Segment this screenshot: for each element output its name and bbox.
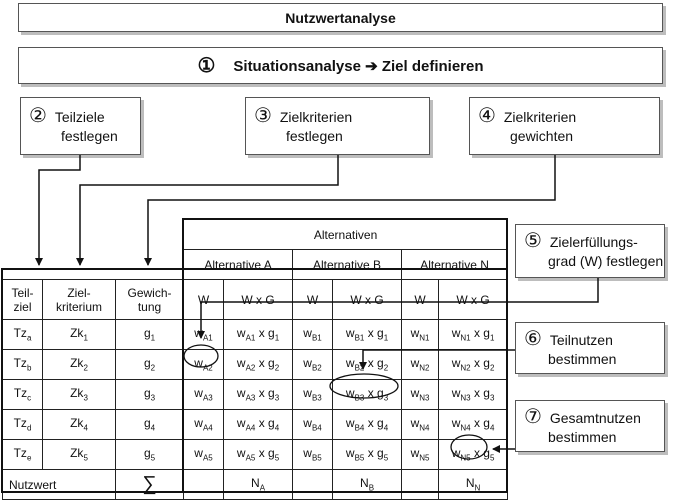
step2-line2: festlegen: [61, 128, 118, 144]
w-cell-b-text: w: [303, 386, 312, 401]
w-cell-a-text: w: [194, 326, 203, 341]
gewichtung-header-line2: tung: [137, 299, 162, 314]
highlight-wa2: [184, 345, 218, 367]
step5-line1: Zielerfüllungs-: [549, 234, 638, 250]
sum-symbol: ∑: [116, 470, 184, 500]
wxg-cell-b-text: g: [377, 386, 384, 401]
gewichtung-header-line1: Gewich-: [127, 285, 172, 300]
arrow-step2-teilziel: [39, 155, 80, 265]
wxg-cell-b-text: x: [364, 416, 378, 431]
wxg-cell-n-sub: N1: [460, 333, 471, 343]
alternative-a-header: Alternative A: [184, 250, 293, 280]
w-cell-b-sub: B3: [311, 393, 322, 403]
wxg-cell-n-text: x: [470, 386, 484, 401]
wxg-cell-b-text: w: [345, 326, 355, 341]
wxg-cell-n-sub: 5: [489, 453, 495, 463]
w-cell-b-sub: B1: [311, 333, 322, 343]
wxg-cell-n-text: g: [483, 416, 490, 431]
w-cell-n-text: w: [410, 446, 420, 461]
wxg-cell-a-text: w: [236, 446, 246, 461]
wxg-cell-b-sub: 4: [383, 423, 389, 433]
step1-number: ①: [197, 54, 216, 77]
wxg-cell-b-text: x: [364, 386, 378, 401]
wxg-cell-a-text: g: [268, 386, 275, 401]
w-cell-b-text: w: [303, 446, 312, 461]
wxg-cell-n-text: w: [451, 446, 461, 461]
highlight-nn: [451, 435, 487, 459]
w-cell-n-sub: N1: [419, 333, 430, 343]
zielkriterium-header-line1: Ziel-: [67, 285, 91, 300]
wxg-cell-n-text: w: [451, 386, 461, 401]
alternative-b-header: Alternative B: [293, 250, 402, 280]
step4-line1: Zielkriterien: [503, 109, 577, 125]
wxg-cell-n-sub: N5: [460, 453, 471, 463]
teilziel-cell-text: Tz: [13, 356, 27, 371]
wxg-cell-b-text: w: [345, 416, 355, 431]
wxg-cell-n-text: w: [451, 356, 461, 371]
teilziel-cell-text: Tz: [13, 326, 27, 341]
gewichtung-cell-sub: 4: [150, 423, 156, 433]
wxg-cell-a-text: w: [236, 386, 246, 401]
w-cell-a-sub: A4: [202, 423, 213, 433]
wxg-header-n: W x G: [439, 280, 508, 320]
w-cell-b-sub: B4: [311, 423, 322, 433]
step4-number: ④: [478, 105, 496, 127]
step2-line1: Teilziele: [54, 109, 105, 125]
w-cell-n-sub: N5: [419, 453, 430, 463]
wxg-cell-a-sub: 3: [274, 393, 280, 403]
w-cell-a-text: w: [194, 416, 203, 431]
arrow-step5-w: [201, 278, 598, 341]
w-cell-a-sub: A1: [202, 333, 213, 343]
wxg-cell-b-sub: 5: [383, 453, 389, 463]
w-cell-n-sub: N4: [419, 423, 430, 433]
w-cell-a-sub: A5: [202, 453, 213, 463]
wxg-cell-n-text: g: [483, 356, 490, 371]
wxg-cell-a-text: g: [268, 356, 275, 371]
step3-line1: Zielkriterien: [279, 109, 353, 125]
w-cell-n-text: w: [410, 326, 420, 341]
w-cell-a-text: w: [194, 356, 203, 371]
wxg-cell-a-sub: A5: [245, 453, 256, 463]
wxg-cell-n-text: g: [483, 386, 490, 401]
w-header-b: W: [293, 280, 333, 320]
wxg-cell-b-text: x: [364, 446, 378, 461]
step7-number: ⑦: [524, 406, 542, 428]
wxg-cell-b-sub: B4: [354, 423, 365, 433]
wxg-cell-b-sub: B1: [354, 333, 365, 343]
arrow-step4-gewichtung: [148, 155, 555, 265]
wxg-cell-b-sub: 1: [383, 333, 389, 343]
w-cell-b-text: w: [303, 326, 312, 341]
wxg-cell-b-text: w: [345, 386, 355, 401]
zielkriterium-cell-sub: 3: [83, 393, 88, 403]
gewichtung-cell-text: g: [143, 356, 151, 371]
w-cell-n-text: w: [410, 356, 420, 371]
wxg-cell-n-text: w: [451, 326, 461, 341]
gewichtung-cell-text: g: [143, 386, 151, 401]
zielkriterium-cell-text: Zk: [70, 326, 84, 341]
wxg-cell-n-sub: 3: [489, 393, 495, 403]
total-a-prefix: N: [251, 476, 260, 491]
w-cell-b-text: w: [303, 416, 312, 431]
wxg-cell-n-sub: N3: [460, 393, 471, 403]
teilziel-cell-text: Tz: [13, 386, 28, 401]
wxg-cell-b-sub: B5: [354, 453, 365, 463]
wxg-cell-b-sub: B2: [354, 363, 365, 373]
wxg-cell-a-text: w: [236, 416, 246, 431]
wxg-cell-a-sub: 1: [274, 333, 280, 343]
teilziel-cell-text: Tz: [13, 416, 27, 431]
step2-number: ②: [29, 105, 47, 127]
wxg-cell-a-sub: 4: [274, 423, 280, 433]
w-cell-b-sub: B2: [311, 363, 322, 373]
wxg-cell-b-text: g: [377, 446, 384, 461]
arrow-step6-wxg: [363, 350, 515, 369]
wxg-cell-a-text: x: [255, 416, 269, 431]
teilziel-cell-sub: a: [26, 333, 32, 343]
wxg-header-a: W x G: [224, 280, 293, 320]
wxg-cell-n-sub: 1: [489, 333, 495, 343]
w-cell-n-text: w: [410, 386, 420, 401]
gewichtung-cell-sub: 5: [150, 453, 156, 463]
teilziel-header-line1: Teil-: [11, 285, 34, 300]
wxg-cell-n-sub: 4: [489, 423, 495, 433]
gewichtung-cell-sub: 3: [150, 393, 156, 403]
total-n-sub: N: [474, 483, 481, 493]
wxg-cell-a-sub: A3: [245, 393, 256, 403]
w-cell-a-text: w: [194, 446, 203, 461]
wxg-cell-n-text: g: [483, 446, 490, 461]
gewichtung-cell-sub: 2: [150, 363, 156, 373]
w-cell-n-sub: N2: [419, 363, 430, 373]
diagram-title: Nutzwertanalyse: [285, 9, 396, 26]
zielkriterium-cell-text: Zk: [70, 446, 84, 461]
teilziel-cell-sub: b: [26, 363, 32, 373]
wxg-cell-a-text: w: [236, 356, 246, 371]
step7-line1: Gesamtnutzen: [549, 410, 641, 426]
total-a-sub: A: [259, 483, 266, 493]
gewichtung-cell-text: g: [143, 446, 151, 461]
step5-number: ⑤: [524, 230, 542, 252]
alternative-n-header: Alternative N: [402, 250, 508, 280]
wxg-cell-a-sub: 2: [274, 363, 280, 373]
zielkriterium-cell-text: Zk: [70, 356, 84, 371]
teilziel-cell-text: Tz: [13, 446, 27, 461]
zielkriterium-cell-text: Zk: [70, 416, 84, 431]
total-n-prefix: N: [465, 476, 475, 491]
step5-line2: grad (W) festlegen: [548, 253, 664, 269]
teilziel-cell-sub: e: [26, 453, 32, 463]
step6-line2: bestimmen: [548, 351, 617, 367]
wxg-cell-a-text: g: [268, 326, 275, 341]
wxg-cell-b-text: w: [345, 356, 355, 371]
arrow-step3-zielkriterium: [80, 155, 338, 265]
wxg-cell-n-text: x: [470, 416, 484, 431]
teilziel-header-line2: ziel: [13, 299, 32, 314]
highlight-wb3xg3: [330, 374, 398, 401]
wxg-cell-a-sub: A2: [245, 363, 256, 373]
wxg-cell-b-sub: 2: [383, 363, 389, 373]
wxg-cell-b-text: g: [377, 416, 384, 431]
gewichtung-cell-text: g: [143, 326, 151, 341]
step6-line1: Teilnutzen: [549, 332, 613, 348]
gewichtung-cell-text: g: [143, 416, 151, 431]
wxg-cell-a-text: x: [255, 386, 269, 401]
step4-line2: gewichten: [510, 128, 574, 144]
wxg-cell-b-text: w: [345, 446, 355, 461]
zielkriterium-cell-sub: 1: [83, 333, 88, 343]
wxg-cell-a-sub: A4: [245, 423, 256, 433]
w-cell-b-text: w: [303, 356, 312, 371]
wxg-cell-a-text: x: [255, 446, 269, 461]
wxg-cell-n-text: x: [470, 356, 484, 371]
step7-line2: bestimmen: [548, 429, 617, 445]
step6-number: ⑥: [524, 328, 542, 350]
wxg-cell-n-text: x: [470, 326, 484, 341]
zielkriterium-cell-sub: 4: [83, 423, 88, 433]
wxg-cell-a-text: w: [236, 326, 246, 341]
w-cell-n-sub: N3: [419, 393, 430, 403]
teilziel-cell-sub: d: [26, 423, 32, 433]
zielkriterium-cell-sub: 2: [83, 363, 88, 373]
step3-line2: festlegen: [286, 128, 343, 144]
wxg-cell-n-text: g: [483, 326, 490, 341]
w-header-n: W: [402, 280, 439, 320]
wxg-cell-a-text: x: [255, 356, 269, 371]
w-header-a: W: [184, 280, 224, 320]
gewichtung-cell-sub: 1: [150, 333, 156, 343]
wxg-cell-a-text: g: [268, 446, 275, 461]
wxg-cell-b-text: x: [364, 356, 378, 371]
wxg-cell-b-text: x: [364, 326, 378, 341]
teilziel-cell-sub: c: [27, 393, 32, 403]
wxg-cell-a-text: x: [255, 326, 269, 341]
zielkriterium-cell-text: Zk: [70, 386, 84, 401]
wxg-cell-b-text: g: [377, 326, 384, 341]
wxg-header-b: W x G: [333, 280, 402, 320]
wxg-cell-b-sub: B3: [354, 393, 365, 403]
wxg-cell-a-sub: 5: [274, 453, 280, 463]
wxg-cell-n-sub: 2: [489, 363, 495, 373]
w-cell-b-sub: B5: [311, 453, 322, 463]
wxg-cell-a-text: g: [268, 416, 275, 431]
step1-label: Situationsanalyse ➔ Ziel definieren: [233, 57, 484, 75]
w-cell-a-sub: A3: [202, 393, 213, 403]
wxg-cell-n-text: w: [451, 416, 461, 431]
total-b-prefix: N: [360, 476, 369, 491]
zielkriterium-cell-sub: 5: [83, 453, 88, 463]
alternatives-header: Alternativen: [184, 220, 508, 250]
wxg-cell-b-sub: 3: [383, 393, 389, 403]
zielkriterium-header-line2: kriterium: [55, 299, 102, 314]
w-cell-a-text: w: [194, 386, 203, 401]
wxg-cell-a-sub: A1: [245, 333, 256, 343]
wxg-cell-n-text: x: [470, 446, 484, 461]
w-cell-a-sub: A2: [202, 363, 213, 373]
wxg-cell-b-text: g: [377, 356, 384, 371]
wxg-cell-n-sub: N4: [460, 423, 471, 433]
wxg-cell-n-sub: N2: [460, 363, 471, 373]
step3-number: ③: [254, 105, 272, 127]
nutzwert-label: Nutzwert: [3, 470, 116, 500]
w-cell-n-text: w: [410, 416, 420, 431]
total-b-sub: B: [368, 483, 375, 493]
